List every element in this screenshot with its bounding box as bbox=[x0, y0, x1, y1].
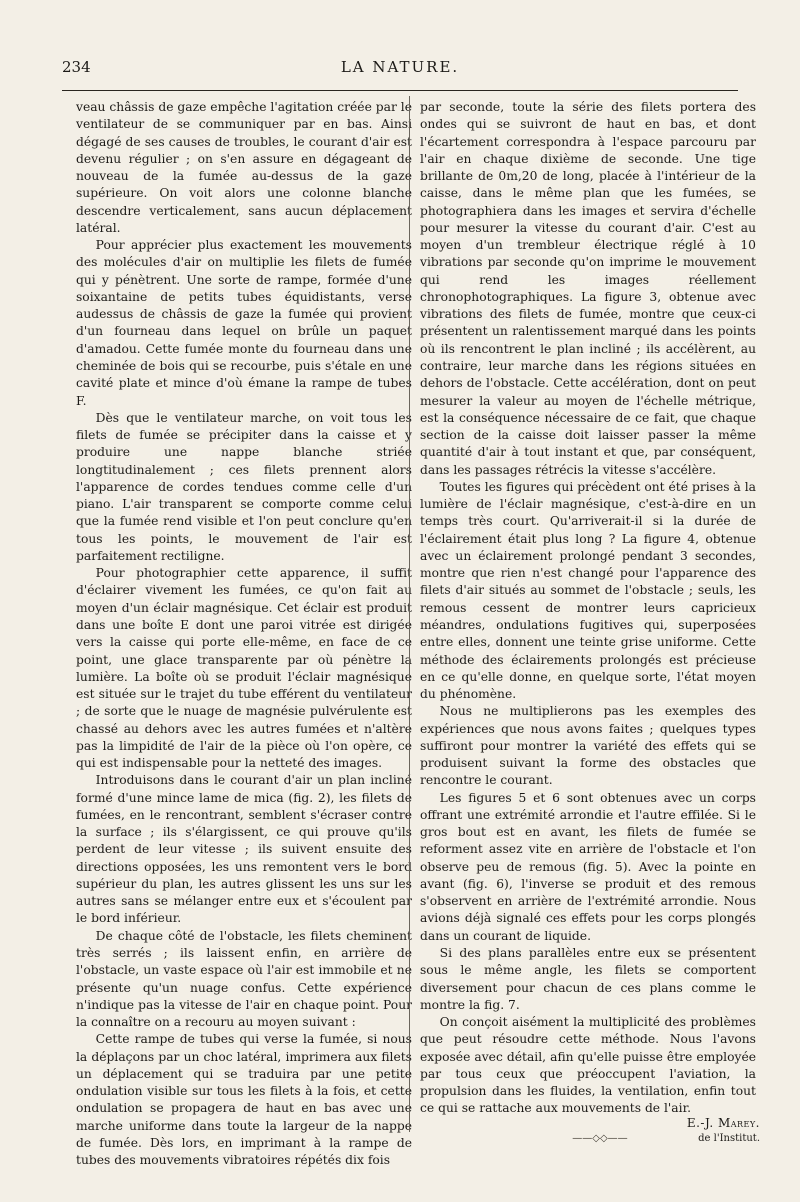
signature-affiliation: de l'Institut. bbox=[698, 1133, 760, 1144]
paragraph: Nous ne multiplierons pas les exemples des expériences que nous avons faites ; quelques types suffiront pour montrer la variété des effets qui se produisent suivant la forme des obstacles que rencontre le courant. bbox=[420, 704, 756, 788]
paragraph: On conçoit aisément la multiplicité des problèmes que peut résoudre cette méthode. Nous l'avons exposée avec détail, afin qu'elle puisse être employée par tous ceux que préoccupent l'aviation, la propulsion dans les fluides, la ventilation, enfin tout ce qui se rattache aux mouvements de l'air. bbox=[420, 1015, 756, 1116]
paragraph: Introduisons dans le courant d'air un plan incliné formé d'une mince lame de mica (fig. 2), les filets de fumées, en le rencontrant, semblent s'écraser contre la surface ; ils s'élargissent, ce qui prouve qu'ils perdent de leur vitesse ; ils suivent ensuite des directions opposées, les uns remontent vers le bord supérieur du plan, les autres glissent les uns sur les autres sans se mélanger entre eux et s'écoulent par le bord inférieur. bbox=[76, 773, 412, 926]
paragraph: De chaque côté de l'obstacle, les filets cheminent très serrés ; ils laissent enfin, en arrière de l'obstacle, un vaste espace où l'air est immobile et ne présente qu'un nuage confus. Cette expérience n'indique pas la vitesse de l'air en chaque point. Pour la connaître on a recouru au moyen suivant : bbox=[76, 928, 412, 1030]
signature-author: E.-J. Marey. bbox=[686, 1116, 760, 1130]
header-rule bbox=[62, 90, 738, 91]
paragraph: Toutes les figures qui précèdent ont été prises à la lumière de l'éclair magnésique, c'est-à-dire en un temps très court. Qu'arriverait-il si la durée de l'éclairement était plus long ? La figure 4, obtenue avec un éclairement prolongé pendant 3 secondes, montre que rien n'est changé pour l'apparence des filets d'air situés au sommet de l'obstacle ; seuls, les remous cessent de montrer leurs capricieux méandres, ondulations fugitives qui, superposées entre elles, donnent une teinte grise uniforme. Cette méthode des éclairements prolongés est précieuse en ce qu'elle donne, en quelque sorte, l'état moyen du phénomène. bbox=[420, 479, 756, 702]
paragraph: Si des plans parallèles entre eux se présentent sous le même angle, les filets se comportent diversement pour chacun de ces plans comme le montre la fig. 7. bbox=[420, 946, 756, 1012]
page-header bbox=[62, 58, 738, 80]
column-divider bbox=[409, 96, 410, 1132]
paragraph: Dès que le ventilateur marche, on voit tous les filets de fumée se précipiter dans la caisse et y produire une nappe blanche striée longtitudinalement ; ces filets prennent alors l'apparence de cordes tendues comme celle d'un piano. L'air transparent se comporte comme celui que la fumée rend visible et l'on peut conclure qu'en tous les points, le mouvement de l'air est parfaitement rectiligne. bbox=[76, 410, 412, 563]
paragraph: par seconde, toute la série des filets portera des ondes qui se suivront de haut en bas, et dont l'écartement correspondra à l'espace parcouru par l'air en chaque dixième de seconde. Une tige brillante de 0m,20 de long, placée à l'intérieur de la caisse, dans le même plan que les fumées, se photographiera dans les images et servira d'échelle pour mesurer la vitesse du courant d'air. C'est au moyen d'un trembleur électrique réglé à 10 vibrations par seconde qu'on imprime le mouvement qui rend les images réellement chronophotographiques. La figure 3, obtenue avec vibrations des filets de fumée, montre que ceux-ci présentent un ralentissement marqué dans les points où ils rencontrent le plan incliné ; ils accélèrent, au contraire, leur marche dans les régions situées en dehors de l'obstacle. Cette accélération, dont on peut mesurer la valeur au moyen de l'échelle métrique, est la conséquence nécessaire de ce fait, que chaque section de la caisse doit laisser passer la même quantité d'air à tout instant et que, par conséquent, dans les passages rétrécis la vitesse s'accélère. bbox=[420, 100, 756, 477]
right-column bbox=[420, 99, 756, 1118]
paragraph: Pour apprécier plus exactement les mouvements des molécules d'air on multiplie les filets de fumée qui y pénètrent. Une sorte de rampe, formée d'une soixantaine de petits tubes équidistants, verse audessus de châssis de gaze la fumée qui provient d'un fourneau dans lequel on brûle un paquet d'amadou. Cette fumée monte du fourneau dans une cheminée de bois qui se recourbe, puis s'étale en une cavité plate et mince d'où émane la rampe de tubes F. bbox=[76, 238, 412, 408]
end-ornament: ——◇◇—— bbox=[572, 1133, 628, 1144]
left-column bbox=[76, 99, 412, 1169]
journal-title: LA NATURE. bbox=[340, 58, 460, 76]
paragraph: Cette rampe de tubes qui verse la fumée, si nous la déplaçons par un choc latéral, imprimera aux filets un déplacement qui se traduira par une petite ondulation visible sur tous les filets à la fois, et cette ondulation se propagera de haut en bas avec une marche uniforme dans toute la largeur de la nappe de fumée. Dès lors, en imprimant à la rampe de tubes des mouvements vibratoires répétés dix fois bbox=[76, 1032, 412, 1168]
page-number: 234 bbox=[62, 58, 91, 76]
paragraph: Pour photographier cette apparence, il suffit d'éclairer vivement les fumées, ce qu'on fait au moyen d'un éclair magnésique. Cet éclair est produit dans une boîte E dont une paroi vitrée est dirigée vers la caisse qui porte elle-même, en face de ce point, une glace transparente par où pénètre la lumière. La boîte où se produit l'éclair magnésique est située sur le trajet du tube efférent du ventilateur ; de sorte que le nuage de magnésie pulvérulente est chassé au dehors avec les autres fumées et n'altère pas la limpidité de l'air de la pièce où l'on opère, ce qui est indispensable pour la netteté des images. bbox=[76, 566, 412, 771]
paragraph: Les figures 5 et 6 sont obtenues avec un corps offrant une extrémité arrondie et l'autre effilée. Si le gros bout est en avant, les filets de fumée se reforment assez vite en arrière de l'obstacle et l'on observe peu de remous (fig. 5). Avec la pointe en avant (fig. 6), l'inverse se produit et des remous s'observent en arrière de l'extrémité arrondie. Nous avions déjà signalé ces effets pour les corps plongés dans un courant de liquide. bbox=[420, 790, 756, 943]
paragraph: veau châssis de gaze empêche l'agitation créée par le ventilateur de se communiquer par en bas. Ainsi dégagé de ses causes de troubles, le courant d'air est devenu régulier ; on s'en assure en dégageant de nouveau de la fumée au-dessus de la gaze supérieure. On voit alors une colonne blanche descendre verticalement, sans aucun déplacement latéral. bbox=[76, 100, 412, 235]
